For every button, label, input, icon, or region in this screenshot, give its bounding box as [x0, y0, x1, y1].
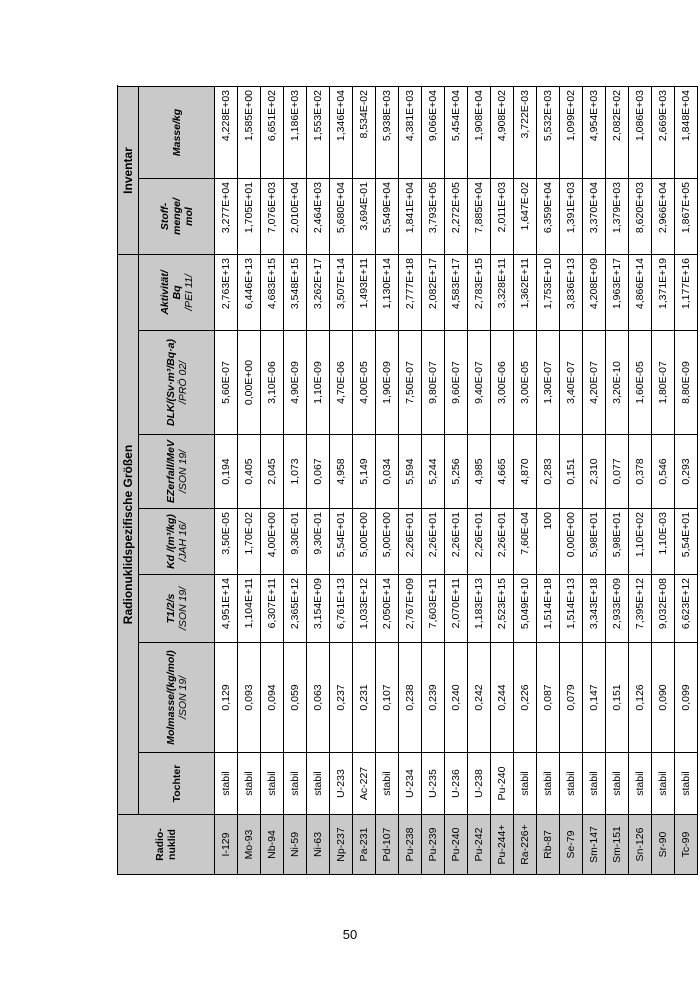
cell-activity: 4,583E+17 [445, 255, 468, 331]
cell-daughter: U-236 [445, 753, 468, 815]
cell-decay-energy: 4,870 [514, 435, 537, 509]
header-molar-mass-ref: /SON 19/ [176, 675, 189, 720]
cell-dlk: 4,00E-05 [353, 331, 376, 435]
cell-decay-energy: 0,194 [215, 435, 238, 509]
cell-daughter: stabil [652, 753, 675, 815]
cell-kd: 3,50E-05 [215, 509, 238, 575]
column-header-row [139, 87, 215, 875]
table-row [675, 87, 698, 875]
cell-mass: 5,532E+03 [537, 87, 560, 179]
cell-amount: 5,549E+04 [376, 179, 399, 255]
cell-dlk: 3,00E-06 [491, 331, 514, 435]
cell-amount: 2,966E+04 [652, 179, 675, 255]
cell-daughter: stabil [284, 753, 307, 815]
cell-decay-energy: 4,958 [330, 435, 353, 509]
header-half-life [139, 575, 215, 643]
cell-mass: 1,099E+02 [560, 87, 583, 179]
cell-dlk: 9,40E-07 [468, 331, 491, 435]
cell-kd: 5,54E+01 [330, 509, 353, 575]
cell-mass: 4,954E+03 [583, 87, 606, 179]
header-nuclide: Radio- nuklid [118, 815, 215, 875]
cell-kd: 2,26E+01 [468, 509, 491, 575]
cell-daughter: Ac-227 [353, 753, 376, 815]
cell-decay-energy: 0,293 [675, 435, 698, 509]
cell-amount: 1,867E+05 [675, 179, 698, 255]
cell-mass: 6,651E+02 [261, 87, 284, 179]
cell-kd: 5,98E+01 [606, 509, 629, 575]
cell-dlk: 7,50E-07 [399, 331, 422, 435]
cell-half-life: 1,183E+13 [468, 575, 491, 643]
cell-dlk: 1,80E-07 [652, 331, 675, 435]
cell-dlk: 1,10E-09 [307, 331, 330, 435]
cell-activity: 4,683E+15 [261, 255, 284, 331]
cell-kd: 0,00E+00 [560, 509, 583, 575]
cell-molar-mass: 0,087 [537, 643, 560, 753]
cell-amount: 3,277E+04 [215, 179, 238, 255]
table-row [583, 87, 606, 875]
cell-mass: 1,908E+04 [468, 87, 491, 179]
group-header-radionuclide: Radionuklidspezifische Größen [118, 255, 139, 815]
cell-mass: 5,454E+04 [445, 87, 468, 179]
cell-molar-mass: 0,129 [215, 643, 238, 753]
table-row [215, 87, 238, 875]
cell-nuclide: Pu-244+ [491, 815, 514, 875]
cell-daughter: stabil [606, 753, 629, 815]
table-row [514, 87, 537, 875]
cell-nuclide: Pu-239 [422, 815, 445, 875]
cell-mass: 2,669E+03 [652, 87, 675, 179]
cell-kd: 7,60E-04 [514, 509, 537, 575]
cell-dlk: 5,60E-07 [215, 331, 238, 435]
cell-dlk: 3,10E-06 [261, 331, 284, 435]
cell-daughter: Pu-240 [491, 753, 514, 815]
cell-dlk: 4,20E-07 [583, 331, 606, 435]
cell-amount: 8,620E+03 [629, 179, 652, 255]
header-decay-energy [139, 435, 215, 509]
cell-amount: 2,272E+05 [445, 179, 468, 255]
nuclide-data-table [117, 86, 698, 875]
cell-decay-energy: 0,378 [629, 435, 652, 509]
cell-mass: 5,938E+03 [376, 87, 399, 179]
cell-amount: 1,647E-02 [514, 179, 537, 255]
cell-molar-mass: 0,237 [330, 643, 353, 753]
cell-mass: 4,381E+03 [399, 87, 422, 179]
cell-half-life: 1,033E+12 [353, 575, 376, 643]
header-dlk [139, 331, 215, 435]
cell-daughter: stabil [537, 753, 560, 815]
cell-daughter: stabil [215, 753, 238, 815]
table-row [422, 87, 445, 875]
cell-amount: 1,841E+04 [399, 179, 422, 255]
cell-amount: 7,076E+03 [261, 179, 284, 255]
table-row [307, 87, 330, 875]
cell-mass: 8,534E-02 [353, 87, 376, 179]
cell-activity: 2,763E+13 [215, 255, 238, 331]
cell-daughter: U-234 [399, 753, 422, 815]
cell-amount: 1,391E+03 [560, 179, 583, 255]
cell-amount: 7,885E+04 [468, 179, 491, 255]
cell-decay-energy: 5,244 [422, 435, 445, 509]
cell-molar-mass: 0,244 [491, 643, 514, 753]
header-activity-label: Aktivität/ Bq [158, 270, 183, 315]
cell-nuclide: Sr-90 [652, 815, 675, 875]
group-header-row [118, 87, 139, 875]
cell-nuclide: Ni-63 [307, 815, 330, 875]
header-kd [139, 509, 215, 575]
cell-kd: 2,26E+01 [445, 509, 468, 575]
cell-kd: 5,54E+01 [675, 509, 698, 575]
cell-nuclide: Pu-240 [445, 815, 468, 875]
cell-decay-energy: 0,067 [307, 435, 330, 509]
cell-activity: 3,507E+14 [330, 255, 353, 331]
cell-activity: 1,177E+16 [675, 255, 698, 331]
header-kd-label: Kd /(m³/kg) [164, 514, 177, 569]
cell-daughter: stabil [675, 753, 698, 815]
cell-kd: 4,00E+00 [261, 509, 284, 575]
table-body [215, 87, 698, 875]
cell-kd: 2,26E+01 [491, 509, 514, 575]
cell-nuclide: Pu-242 [468, 815, 491, 875]
table-row [399, 87, 422, 875]
cell-molar-mass: 0,090 [652, 643, 675, 753]
cell-activity: 1,362E+11 [514, 255, 537, 331]
cell-half-life: 1,514E+18 [537, 575, 560, 643]
cell-decay-energy: 5,594 [399, 435, 422, 509]
cell-kd: 5,00E+00 [376, 509, 399, 575]
cell-mass: 4,228E+03 [215, 87, 238, 179]
cell-half-life: 7,603E+11 [422, 575, 445, 643]
cell-half-life: 2,050E+14 [376, 575, 399, 643]
cell-half-life: 2,365E+12 [284, 575, 307, 643]
header-daughter: Tochter [139, 753, 215, 815]
cell-molar-mass: 0,099 [675, 643, 698, 753]
cell-nuclide: Nb-94 [261, 815, 284, 875]
header-activity-ref: /PEI 11/ [182, 274, 195, 311]
cell-amount: 5,680E+04 [330, 179, 353, 255]
cell-activity: 1,371E+19 [652, 255, 675, 331]
cell-molar-mass: 0,094 [261, 643, 284, 753]
cell-mass: 9,066E+04 [422, 87, 445, 179]
cell-nuclide: Sm-147 [583, 815, 606, 875]
cell-half-life: 2,523E+15 [491, 575, 514, 643]
rotated-table-wrapper [117, 87, 692, 875]
cell-amount: 2,464E+03 [307, 179, 330, 255]
cell-activity: 2,082E+17 [422, 255, 445, 331]
cell-half-life: 2,933E+09 [606, 575, 629, 643]
cell-mass: 1,086E+03 [629, 87, 652, 179]
cell-dlk: 3,20E-10 [606, 331, 629, 435]
cell-daughter: U-238 [468, 753, 491, 815]
cell-half-life: 4,951E+14 [215, 575, 238, 643]
cell-half-life: 2,070E+11 [445, 575, 468, 643]
cell-activity: 3,328E+11 [491, 255, 514, 331]
cell-dlk: 8,80E-09 [675, 331, 698, 435]
cell-activity: 4,866E+14 [629, 255, 652, 331]
cell-activity: 3,836E+13 [560, 255, 583, 331]
cell-decay-energy: 4,665 [491, 435, 514, 509]
cell-mass: 1,585E+00 [238, 87, 261, 179]
cell-dlk: 3,00E-05 [514, 331, 537, 435]
cell-nuclide: Tc-99 [675, 815, 698, 875]
table-row [468, 87, 491, 875]
cell-dlk: 9,60E-07 [445, 331, 468, 435]
cell-nuclide: Sm-151 [606, 815, 629, 875]
cell-half-life: 1,514E+13 [560, 575, 583, 643]
cell-molar-mass: 0,107 [376, 643, 399, 753]
table-row [376, 87, 399, 875]
cell-mass: 1,553E+02 [307, 87, 330, 179]
table-row [606, 87, 629, 875]
cell-half-life: 6,307E+11 [261, 575, 284, 643]
cell-molar-mass: 0,059 [284, 643, 307, 753]
cell-kd: 5,00E+00 [353, 509, 376, 575]
cell-activity: 1,493E+11 [353, 255, 376, 331]
header-activity [139, 255, 215, 331]
cell-nuclide: Pu-238 [399, 815, 422, 875]
cell-kd: 100 [537, 509, 560, 575]
cell-molar-mass: 0,147 [583, 643, 606, 753]
cell-half-life: 6,623E+12 [675, 575, 698, 643]
cell-mass: 1,186E+03 [284, 87, 307, 179]
cell-activity: 1,963E+17 [606, 255, 629, 331]
cell-daughter: U-235 [422, 753, 445, 815]
cell-dlk: 4,90E-09 [284, 331, 307, 435]
cell-molar-mass: 0,151 [606, 643, 629, 753]
cell-decay-energy: 1,073 [284, 435, 307, 509]
cell-nuclide: Mo-93 [238, 815, 261, 875]
cell-kd: 9,30E-01 [307, 509, 330, 575]
cell-nuclide: Pa-231 [353, 815, 376, 875]
cell-kd: 1,10E+02 [629, 509, 652, 575]
cell-kd: 1,10E-03 [652, 509, 675, 575]
table-row [261, 87, 284, 875]
table-row [491, 87, 514, 875]
cell-daughter: stabil [307, 753, 330, 815]
cell-molar-mass: 0,231 [353, 643, 376, 753]
cell-dlk: 0,00E+00 [238, 331, 261, 435]
cell-mass: 3,722E-03 [514, 87, 537, 179]
cell-activity: 2,777E+18 [399, 255, 422, 331]
cell-half-life: 3,343E+18 [583, 575, 606, 643]
cell-nuclide: Sn-126 [629, 815, 652, 875]
cell-half-life: 6,761E+13 [330, 575, 353, 643]
header-dlk-label: DLK/(Sv·m³/Bq·a) [164, 339, 177, 426]
table-row [238, 87, 261, 875]
cell-decay-energy: 5,256 [445, 435, 468, 509]
cell-decay-energy: 2,310 [583, 435, 606, 509]
cell-amount: 2,011E+03 [491, 179, 514, 255]
cell-activity: 1,130E+14 [376, 255, 399, 331]
cell-nuclide: Rb-87 [537, 815, 560, 875]
cell-daughter: U-233 [330, 753, 353, 815]
cell-daughter: stabil [583, 753, 606, 815]
cell-activity: 1,753E+10 [537, 255, 560, 331]
cell-kd: 1,70E-02 [238, 509, 261, 575]
table-row [629, 87, 652, 875]
cell-daughter: stabil [629, 753, 652, 815]
cell-amount: 6,359E+04 [537, 179, 560, 255]
cell-mass: 1,848E+04 [675, 87, 698, 179]
cell-kd: 9,30E-01 [284, 509, 307, 575]
cell-kd: 2,26E+01 [422, 509, 445, 575]
header-molar-mass [139, 643, 215, 753]
cell-molar-mass: 0,063 [307, 643, 330, 753]
table-row [353, 87, 376, 875]
cell-nuclide: Np-237 [330, 815, 353, 875]
cell-decay-energy: 0,546 [652, 435, 675, 509]
cell-mass: 1,346E+04 [330, 87, 353, 179]
table-row [652, 87, 675, 875]
header-mass: Masse/kg [139, 87, 215, 179]
cell-amount: 3,694E-01 [353, 179, 376, 255]
cell-molar-mass: 0,238 [399, 643, 422, 753]
header-half-life-label: T1/2/s [164, 593, 177, 624]
cell-daughter: stabil [514, 753, 537, 815]
cell-half-life: 5,049E+10 [514, 575, 537, 643]
cell-molar-mass: 0,126 [629, 643, 652, 753]
cell-decay-energy: 0,283 [537, 435, 560, 509]
cell-half-life: 7,395E+12 [629, 575, 652, 643]
cell-activity: 3,548E+15 [284, 255, 307, 331]
cell-dlk: 9,80E-07 [422, 331, 445, 435]
cell-dlk: 1,90E-09 [376, 331, 399, 435]
cell-molar-mass: 0,240 [445, 643, 468, 753]
cell-daughter: stabil [560, 753, 583, 815]
cell-half-life: 3,154E+09 [307, 575, 330, 643]
header-decay-energy-label: EZerfall/MeV [164, 439, 177, 504]
cell-molar-mass: 0,093 [238, 643, 261, 753]
table-row [537, 87, 560, 875]
rotated-table-area [117, 87, 692, 875]
header-kd-ref: /JAH 16/ [176, 521, 189, 562]
cell-amount: 2,010E+04 [284, 179, 307, 255]
cell-decay-energy: 0,034 [376, 435, 399, 509]
cell-activity: 3,262E+17 [307, 255, 330, 331]
cell-amount: 1,705E+01 [238, 179, 261, 255]
cell-nuclide: Ra-226+ [514, 815, 537, 875]
cell-molar-mass: 0,239 [422, 643, 445, 753]
cell-activity: 4,208E+09 [583, 255, 606, 331]
cell-nuclide: Ni-59 [284, 815, 307, 875]
cell-decay-energy: 0,151 [560, 435, 583, 509]
header-amount: Stoff- menge/ mol [139, 179, 215, 255]
cell-molar-mass: 0,242 [468, 643, 491, 753]
cell-kd: 5,98E+01 [583, 509, 606, 575]
cell-amount: 3,370E+04 [583, 179, 606, 255]
cell-decay-energy: 5,149 [353, 435, 376, 509]
cell-dlk: 1,30E-07 [537, 331, 560, 435]
cell-decay-energy: 4,985 [468, 435, 491, 509]
table-row [560, 87, 583, 875]
cell-nuclide: Pd-107 [376, 815, 399, 875]
cell-activity: 2,783E+15 [468, 255, 491, 331]
cell-dlk: 4,70E-06 [330, 331, 353, 435]
header-molar-mass-label: Molmasse/(kg/mol) [164, 650, 177, 745]
table-row [284, 87, 307, 875]
cell-molar-mass: 0,226 [514, 643, 537, 753]
header-half-life-ref: /SON 19/ [176, 586, 189, 631]
cell-dlk: 3,40E-07 [560, 331, 583, 435]
table-row [330, 87, 353, 875]
header-dlk-ref: /PRÖ 02/ [176, 360, 189, 405]
group-header-inventory: Inventar [118, 87, 139, 255]
cell-decay-energy: 0,077 [606, 435, 629, 509]
cell-dlk: 1,60E-05 [629, 331, 652, 435]
table-row [445, 87, 468, 875]
cell-daughter: stabil [238, 753, 261, 815]
cell-decay-energy: 2,045 [261, 435, 284, 509]
cell-daughter: stabil [376, 753, 399, 815]
cell-mass: 2,082E+02 [606, 87, 629, 179]
cell-mass: 4,908E+02 [491, 87, 514, 179]
cell-half-life: 2,767E+09 [399, 575, 422, 643]
cell-half-life: 9,032E+08 [652, 575, 675, 643]
cell-daughter: stabil [261, 753, 284, 815]
cell-decay-energy: 0,405 [238, 435, 261, 509]
cell-nuclide: I-129 [215, 815, 238, 875]
cell-half-life: 1,104E+11 [238, 575, 261, 643]
header-decay-energy-ref: /SON 19/ [176, 449, 189, 494]
page-number: 50 [342, 927, 358, 942]
cell-kd: 2,26E+01 [399, 509, 422, 575]
cell-molar-mass: 0,079 [560, 643, 583, 753]
cell-amount: 3,793E+05 [422, 179, 445, 255]
cell-activity: 6,446E+13 [238, 255, 261, 331]
cell-nuclide: Se-79 [560, 815, 583, 875]
cell-amount: 1,379E+03 [606, 179, 629, 255]
